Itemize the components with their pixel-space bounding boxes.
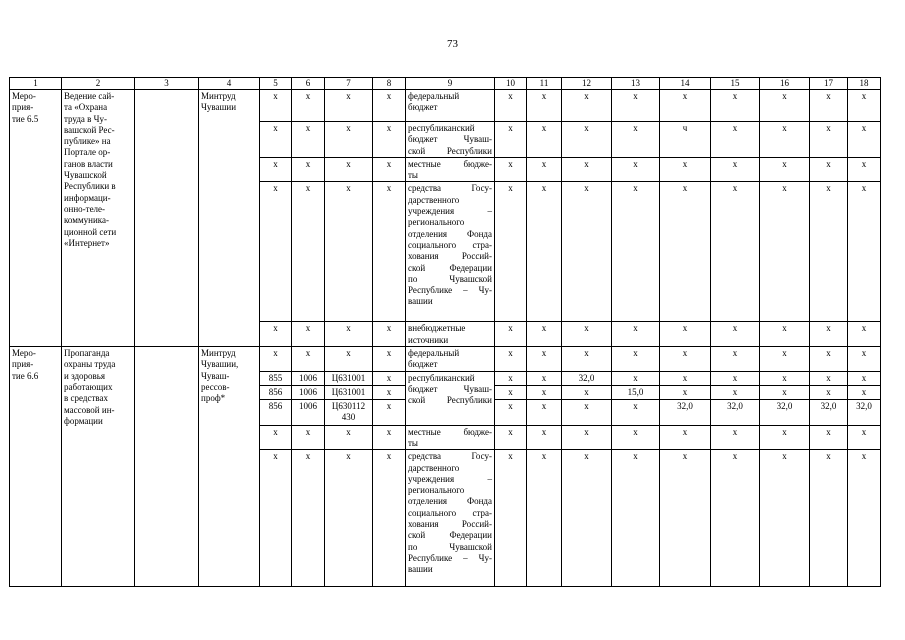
code-cell: x (292, 347, 325, 372)
value-cell: x (562, 157, 612, 182)
code-cell: 1006 (292, 371, 325, 385)
value-cell: x (562, 399, 612, 425)
value-cell: x (848, 450, 881, 587)
value-cell: x (848, 122, 881, 158)
value-cell: 15,0 (612, 385, 660, 399)
value-cell: x (562, 182, 612, 322)
column-number-15: 15 (711, 78, 760, 90)
value-cell: x (527, 90, 562, 122)
value-cell: x (760, 450, 810, 587)
value-cell: x (660, 450, 711, 587)
value-cell: x (660, 385, 711, 399)
value-cell: x (760, 347, 810, 372)
column-number-18: 18 (848, 78, 881, 90)
column-number-17: 17 (810, 78, 848, 90)
value-cell: x (562, 90, 612, 122)
event-executor: Минтруд Чувашии, Чуваш- рессов- проф* (199, 347, 260, 587)
code-cell: x (325, 157, 373, 182)
value-cell: x (562, 122, 612, 158)
column-number-1: 1 (10, 78, 62, 90)
code-cell: 856 (260, 385, 292, 399)
funding-source-cell: республиканский бюджет Чуваш- ской Республики (406, 122, 495, 158)
code-cell: x (325, 347, 373, 372)
event-label: Меро- прия- тие 6.6 (10, 347, 62, 587)
value-cell: 32,0 (562, 371, 612, 385)
code-cell: x (373, 371, 406, 385)
code-cell: x (373, 157, 406, 182)
value-cell: x (810, 347, 848, 372)
column-number-8: 8 (373, 78, 406, 90)
code-cell: Ц631001 (325, 385, 373, 399)
value-cell: x (562, 347, 612, 372)
column-number-13: 13 (612, 78, 660, 90)
code-cell: x (373, 322, 406, 347)
value-cell: x (711, 385, 760, 399)
value-cell: x (660, 371, 711, 385)
value-cell: x (527, 450, 562, 587)
code-cell: x (292, 425, 325, 450)
value-cell: x (562, 322, 612, 347)
event-label: Меро- прия- тие 6.5 (10, 90, 62, 347)
value-cell: x (760, 157, 810, 182)
code-cell: 1006 (292, 385, 325, 399)
funding-source-cell: внебюджетные источники (406, 322, 495, 347)
event-executor: Минтруд Чувашии (199, 90, 260, 347)
value-cell: x (495, 425, 527, 450)
value-cell: x (527, 182, 562, 322)
value-cell: 32,0 (660, 399, 711, 425)
funding-source-cell: местные бюдже- ты (406, 425, 495, 450)
table-row (10, 90, 881, 122)
column-number-row (10, 78, 881, 90)
value-cell: x (711, 347, 760, 372)
value-cell: x (810, 371, 848, 385)
funding-source-cell: федеральный бюджет (406, 347, 495, 372)
value-cell: x (562, 450, 612, 587)
value-cell: x (810, 157, 848, 182)
funding-table (9, 77, 881, 587)
value-cell: x (562, 425, 612, 450)
column-number-14: 14 (660, 78, 711, 90)
value-cell: x (848, 322, 881, 347)
value-cell: x (660, 90, 711, 122)
code-cell: x (292, 450, 325, 587)
funding-source-cell: средства Госу- дарственного учреждения – регионального отделения Фонда социального стра- хования Россий- ской Федерации по Чувашской Республике – Чу- вашии (406, 182, 495, 322)
value-cell: x (760, 371, 810, 385)
value-cell: x (495, 90, 527, 122)
code-cell: 1006 (292, 399, 325, 425)
empty-cell (135, 347, 199, 587)
code-cell: 856 (260, 399, 292, 425)
value-cell: x (495, 347, 527, 372)
column-number-10: 10 (495, 78, 527, 90)
value-cell: x (760, 322, 810, 347)
value-cell: x (562, 385, 612, 399)
code-cell: x (292, 182, 325, 322)
value-cell: x (848, 347, 881, 372)
code-cell: x (260, 347, 292, 372)
empty-cell (135, 90, 199, 347)
value-cell: x (711, 90, 760, 122)
value-cell: 32,0 (810, 399, 848, 425)
value-cell: x (760, 385, 810, 399)
code-cell: x (292, 122, 325, 158)
value-cell: x (848, 182, 881, 322)
code-cell: x (373, 385, 406, 399)
code-cell: Ц630112 430 (325, 399, 373, 425)
column-number-4: 4 (199, 78, 260, 90)
value-cell: x (495, 371, 527, 385)
code-cell: x (292, 90, 325, 122)
code-cell: x (373, 122, 406, 158)
code-cell: x (325, 122, 373, 158)
table-row (10, 347, 881, 372)
code-cell: x (260, 90, 292, 122)
value-cell: x (612, 371, 660, 385)
value-cell: x (612, 322, 660, 347)
value-cell: x (660, 182, 711, 322)
value-cell: x (760, 425, 810, 450)
code-cell: x (373, 347, 406, 372)
funding-source-cell: федеральный бюджет (406, 90, 495, 122)
column-number-16: 16 (760, 78, 810, 90)
value-cell: x (810, 385, 848, 399)
code-cell: x (325, 90, 373, 122)
value-cell: x (760, 90, 810, 122)
code-cell: x (373, 399, 406, 425)
code-cell: x (292, 157, 325, 182)
code-cell: x (325, 425, 373, 450)
value-cell: 32,0 (760, 399, 810, 425)
value-cell: x (612, 347, 660, 372)
event-name: Ведение сай- та «Охрана труда в Чу- вашской Рес- публике» на Портале ор- ганов власти Чувашской Республики в информаци- онно-теле- коммуника- ционной сети «Интернет» (62, 90, 135, 347)
value-cell: x (810, 450, 848, 587)
value-cell: x (612, 157, 660, 182)
value-cell: x (711, 182, 760, 322)
value-cell: x (527, 157, 562, 182)
value-cell: x (810, 182, 848, 322)
value-cell: x (612, 450, 660, 587)
value-cell: 32,0 (711, 399, 760, 425)
value-cell: x (711, 157, 760, 182)
value-cell: x (495, 450, 527, 587)
code-cell: Ц631001 (325, 371, 373, 385)
value-cell: x (527, 371, 562, 385)
value-cell: x (810, 90, 848, 122)
column-number-3: 3 (135, 78, 199, 90)
code-cell: x (373, 90, 406, 122)
value-cell: x (810, 322, 848, 347)
value-cell: x (527, 347, 562, 372)
value-cell: x (495, 385, 527, 399)
code-cell: x (260, 450, 292, 587)
value-cell: x (527, 385, 562, 399)
code-cell: x (292, 322, 325, 347)
value-cell: x (612, 399, 660, 425)
funding-source-cell: республиканский бюджет Чуваш- ской Республики (406, 371, 495, 425)
value-cell: 32,0 (848, 399, 881, 425)
value-cell: x (495, 182, 527, 322)
value-cell: ч (660, 122, 711, 158)
column-number-12: 12 (562, 78, 612, 90)
event-name: Пропаганда охраны труда и здоровья работающих в средствах массовой ин- формации (62, 347, 135, 587)
value-cell: x (711, 371, 760, 385)
code-cell: x (260, 157, 292, 182)
value-cell: x (848, 90, 881, 122)
code-cell: x (260, 122, 292, 158)
value-cell: x (711, 122, 760, 158)
code-cell: x (260, 182, 292, 322)
column-number-11: 11 (527, 78, 562, 90)
value-cell: x (711, 425, 760, 450)
code-cell: x (325, 182, 373, 322)
value-cell: x (711, 450, 760, 587)
value-cell: x (612, 182, 660, 322)
code-cell: x (373, 450, 406, 587)
column-number-2: 2 (62, 78, 135, 90)
value-cell: x (848, 425, 881, 450)
value-cell: x (848, 157, 881, 182)
code-cell: 855 (260, 371, 292, 385)
value-cell: x (495, 122, 527, 158)
funding-source-cell: местные бюдже- ты (406, 157, 495, 182)
value-cell: x (810, 122, 848, 158)
value-cell: x (660, 347, 711, 372)
value-cell: x (660, 425, 711, 450)
value-cell: x (848, 371, 881, 385)
column-number-6: 6 (292, 78, 325, 90)
value-cell: x (527, 122, 562, 158)
value-cell: x (760, 122, 810, 158)
value-cell: x (660, 157, 711, 182)
value-cell: x (527, 399, 562, 425)
code-cell: x (260, 322, 292, 347)
code-cell: x (260, 425, 292, 450)
value-cell: x (495, 157, 527, 182)
value-cell: x (527, 322, 562, 347)
value-cell: x (527, 425, 562, 450)
page-number: 73 (447, 38, 458, 50)
value-cell: x (660, 322, 711, 347)
value-cell: x (495, 399, 527, 425)
column-number-9: 9 (406, 78, 495, 90)
code-cell: x (373, 182, 406, 322)
code-cell: x (325, 322, 373, 347)
column-number-5: 5 (260, 78, 292, 90)
column-number-7: 7 (325, 78, 373, 90)
code-cell: x (373, 425, 406, 450)
value-cell: x (495, 322, 527, 347)
value-cell: x (760, 182, 810, 322)
value-cell: x (711, 322, 760, 347)
code-cell: x (325, 450, 373, 587)
funding-source-cell: средства Госу- дарственного учреждения – регионального отделения Фонда социального стра- хования Россий- ской Федерации по Чувашской Республике – Чу- вашии (406, 450, 495, 587)
value-cell: x (810, 425, 848, 450)
value-cell: x (612, 425, 660, 450)
value-cell: x (612, 122, 660, 158)
value-cell: x (848, 385, 881, 399)
value-cell: x (612, 90, 660, 122)
